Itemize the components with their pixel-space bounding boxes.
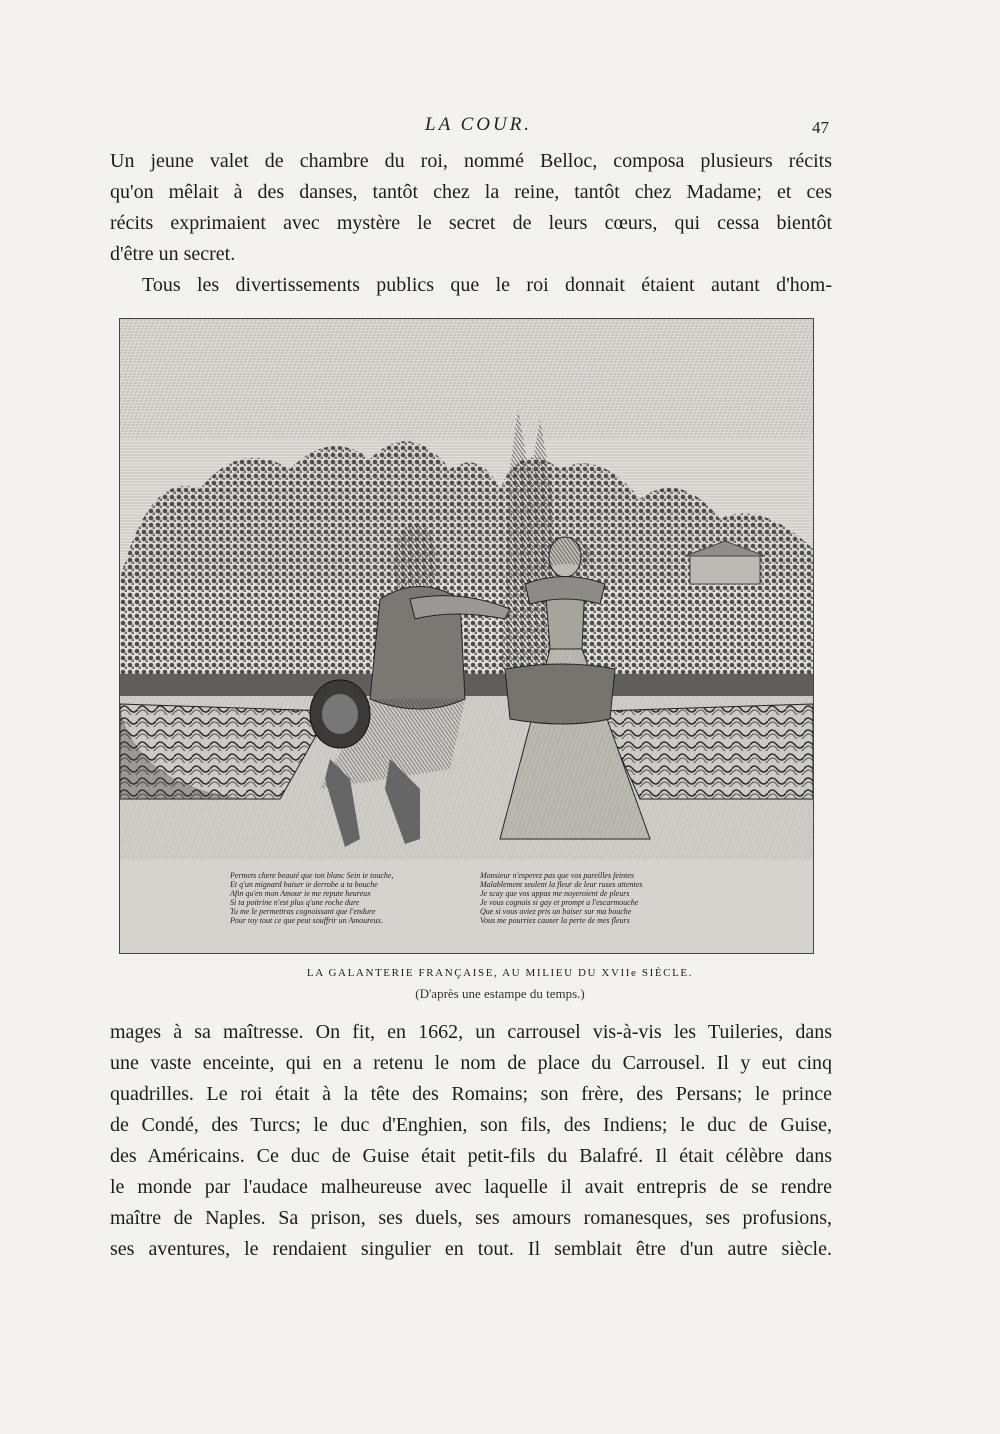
text-line: des Américains. Ce duc de Guise était petit-fils du Balafré. Il était célèbre dans	[110, 1145, 832, 1167]
verse-line: Que si vous aviez pris un baiser sur ma bouche	[480, 907, 632, 916]
verse-line: Afin qu'en mon Amour ie me repute heureux	[230, 889, 371, 898]
figure-caption-title: LA GALANTERIE FRANÇAISE, AU MILIEU DU XVIIe SIÈCLE.	[306, 967, 694, 979]
top-text-block	[110, 146, 832, 301]
verse-left	[230, 871, 393, 925]
text-line: récits exprimaient avec mystère le secret de leurs cœurs, qui cessa bientôt	[110, 212, 832, 234]
engraving-picture	[120, 319, 813, 953]
bottom-text-block	[110, 1017, 832, 1265]
text-line: d'être un secret.	[110, 243, 236, 265]
text-line: le monde par l'audace malheureuse avec laquelle il avait entrepris de se rendre	[110, 1176, 832, 1198]
verse-line: Permets chere beauté que ton blanc Sein ie touche,	[230, 871, 394, 880]
verse-line: Et q'un mignard baiser ie derrobe a ta bouche	[230, 880, 378, 889]
verse-line: Si ta poitrine n'est plus q'une roche dure	[230, 898, 360, 907]
text-line: une vaste enceinte, qui en a retenu le nom de place du Carrousel. Il y eut cinq	[110, 1052, 832, 1074]
paragraph-carrousel	[110, 1017, 832, 1265]
verse-line: Pour toy tout ce que peut souffrir un Amoureux.	[230, 916, 384, 925]
figure-caption-source: (D'après une estampe du temps.)	[415, 986, 585, 1001]
verse-right	[480, 871, 642, 925]
text-line: maître de Naples. Sa prison, ses duels, ses amours romanesques, ses profusions,	[110, 1207, 832, 1229]
verse-line: Malablement seulent la fleur de leur ruses attentes	[480, 880, 643, 889]
page-number: 47	[812, 118, 829, 137]
text-line: Un jeune valet de chambre du roi, nommé Belloc, composa plusieurs récits	[110, 150, 832, 172]
verse-line: Tu me le permettras cognoissant que l'endure	[230, 907, 376, 916]
text-line: Tous les divertissements publics que le roi donnait étaient autant d'hom-	[142, 274, 832, 296]
paragraph-belloc	[110, 146, 832, 270]
running-title: LA COUR.	[425, 114, 533, 135]
text-line: quadrilles. Le roi était à la tête des Romains; son frère, des Persans; le prince	[110, 1083, 832, 1105]
text-line: ses aventures, le rendaient singulier en tout. Il semblait être d'un autre siècle.	[110, 1238, 832, 1260]
running-head	[0, 114, 1000, 144]
text-line: mages à sa maîtresse. On fit, en 1662, un carrousel vis-à-vis les Tuileries, dans	[110, 1021, 832, 1043]
engraving-illustration	[119, 318, 814, 954]
verse-line: Monsieur n'esperez pas que vos pareilles feintes	[480, 871, 634, 880]
text-line: qu'on mêlait à des danses, tantôt chez la reine, tantôt chez Madame; et ces	[110, 181, 832, 203]
text-line: de Condé, des Turcs; le duc d'Enghien, son fils, des Indiens; le duc de Guise,	[110, 1114, 832, 1136]
verse-line: Je vous cognois si gay et prompt a l'escarmouche	[480, 898, 639, 907]
paragraph-divertissements-start	[110, 270, 832, 301]
verse-line: Vous me pourriez causer la perte de mes fleurs	[480, 916, 630, 925]
verse-line: Je scay que vos appas me noyeroient de pleurs	[480, 889, 630, 898]
